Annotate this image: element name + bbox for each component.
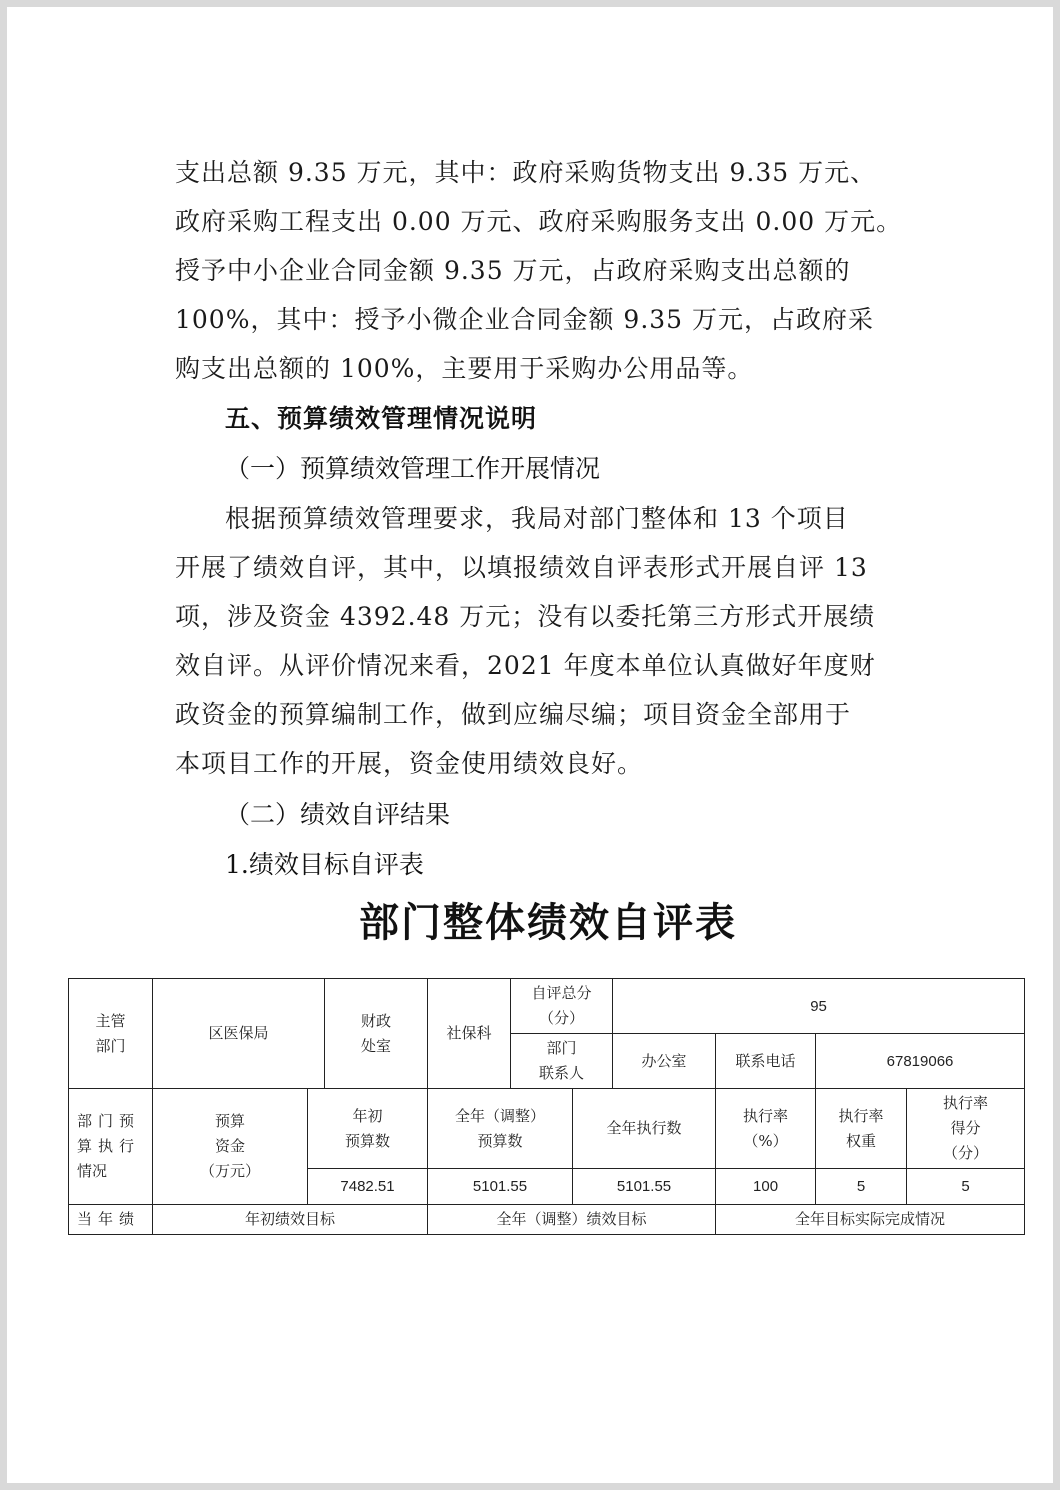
col-rate-label: 执行率: [743, 1106, 789, 1125]
col-weight-header: [816, 1089, 907, 1169]
phone-value: 67819066: [816, 1034, 1025, 1089]
col-adjusted-label: 预算数: [477, 1131, 523, 1150]
val-executed: 5101.55: [573, 1169, 716, 1205]
text-line: 根据预算绩效管理要求，我局对部门整体和 13 个项目: [225, 504, 849, 533]
subsection-heading: （一）预算绩效管理工作开展情况: [225, 454, 601, 483]
text-line: 支出总额 9.35 万元，其中：政府采购货物支出 9.35 万元、: [175, 158, 877, 187]
budget-label-cell: [153, 1089, 308, 1205]
dept-value: 区医保局: [153, 979, 325, 1089]
item-heading: 1.绩效目标自评表: [225, 850, 424, 879]
finance-label: 财政: [361, 1011, 392, 1030]
finance-value: 社保科: [428, 979, 511, 1089]
budget-label: （万元）: [199, 1162, 260, 1180]
section-heading: 五、预算绩效管理情况说明: [225, 404, 538, 433]
col-score-label: 得分: [950, 1119, 981, 1137]
val-rate: 100: [716, 1169, 816, 1205]
col-score-header: [907, 1089, 1025, 1169]
finance-label-cell: [325, 979, 428, 1089]
col-rate-header: [716, 1089, 816, 1169]
text-line: 效自评。从评价情况来看，2021 年度本单位认真做好年度财: [175, 651, 876, 680]
col-weight-label: 权重: [846, 1131, 877, 1150]
row-initial-goal: 年初绩效目标: [153, 1205, 428, 1235]
finance-label: 处室: [361, 1036, 392, 1055]
val-score: 5: [907, 1169, 1025, 1205]
col-initial-label: 年初: [352, 1106, 383, 1125]
text-line: 100%，其中：授予小微企业合同金额 9.35 万元，占政府采: [175, 305, 875, 334]
exec-label: 情况: [77, 1162, 108, 1180]
val-weight: 5: [816, 1169, 907, 1205]
text-line: 项，涉及资金 4392.48 万元；没有以委托第三方形式开展绩: [175, 602, 876, 631]
val-adjusted: 5101.55: [428, 1169, 573, 1205]
document-page: [7, 7, 1053, 1483]
exec-label: 算执行: [77, 1137, 141, 1155]
dept-label: 主管: [95, 1011, 126, 1030]
exec-label-cell: [69, 1089, 153, 1205]
col-weight-label: 执行率: [838, 1106, 884, 1125]
col-score-label: （分）: [943, 1144, 989, 1162]
text-line: 开展了绩效自评，其中，以填报绩效自评表形式开展自评 13: [175, 553, 868, 582]
col-adjusted-label: 全年（调整）: [455, 1106, 546, 1125]
text-line: 本项目工作的开展，资金使用绩效良好。: [175, 749, 644, 778]
score-label-cell: [511, 979, 613, 1034]
score-label: （分）: [539, 1009, 585, 1027]
val-initial: 7482.51: [308, 1169, 428, 1205]
row-year-label: 当年绩: [69, 1205, 153, 1235]
col-executed-header: 全年执行数: [573, 1089, 716, 1169]
contact-value: 办公室: [613, 1034, 716, 1089]
col-rate-label: （%）: [743, 1131, 788, 1150]
contact-label: 联系人: [539, 1064, 585, 1082]
col-adjusted-header: [428, 1089, 573, 1169]
phone-label: 联系电话: [716, 1034, 816, 1089]
contact-label-cell: [511, 1034, 613, 1089]
row-adjusted-goal: 全年（调整）绩效目标: [428, 1205, 716, 1235]
col-score-label: 执行率: [943, 1094, 989, 1112]
text-line: 政府采购工程支出 0.00 万元、政府采购服务支出 0.00 万元。: [175, 207, 903, 236]
text-line: 政资金的预算编制工作，做到应编尽编；项目资金全部用于: [175, 700, 852, 729]
dept-label: 部门: [95, 1036, 126, 1055]
exec-label: 部门预: [77, 1112, 141, 1130]
row-actual: 全年目标实际完成情况: [716, 1205, 1025, 1235]
budget-label: 预算: [214, 1112, 245, 1130]
col-initial-header: [308, 1089, 428, 1169]
budget-label: 资金: [214, 1137, 245, 1155]
table-title: 部门整体绩效自评表: [359, 899, 737, 946]
text-line: 购支出总额的 100%，主要用于采购办公用品等。: [175, 354, 754, 383]
contact-label: 部门: [546, 1039, 577, 1057]
score-value: 95: [613, 979, 1025, 1034]
subsection-heading: （二）绩效自评结果: [225, 800, 451, 829]
col-initial-label: 预算数: [345, 1131, 391, 1150]
dept-label-cell: [69, 979, 153, 1089]
score-label: 自评总分: [531, 984, 592, 1002]
performance-table: [68, 978, 1025, 1235]
text-line: 授予中小企业合同金额 9.35 万元，占政府采购支出总额的: [175, 256, 851, 285]
